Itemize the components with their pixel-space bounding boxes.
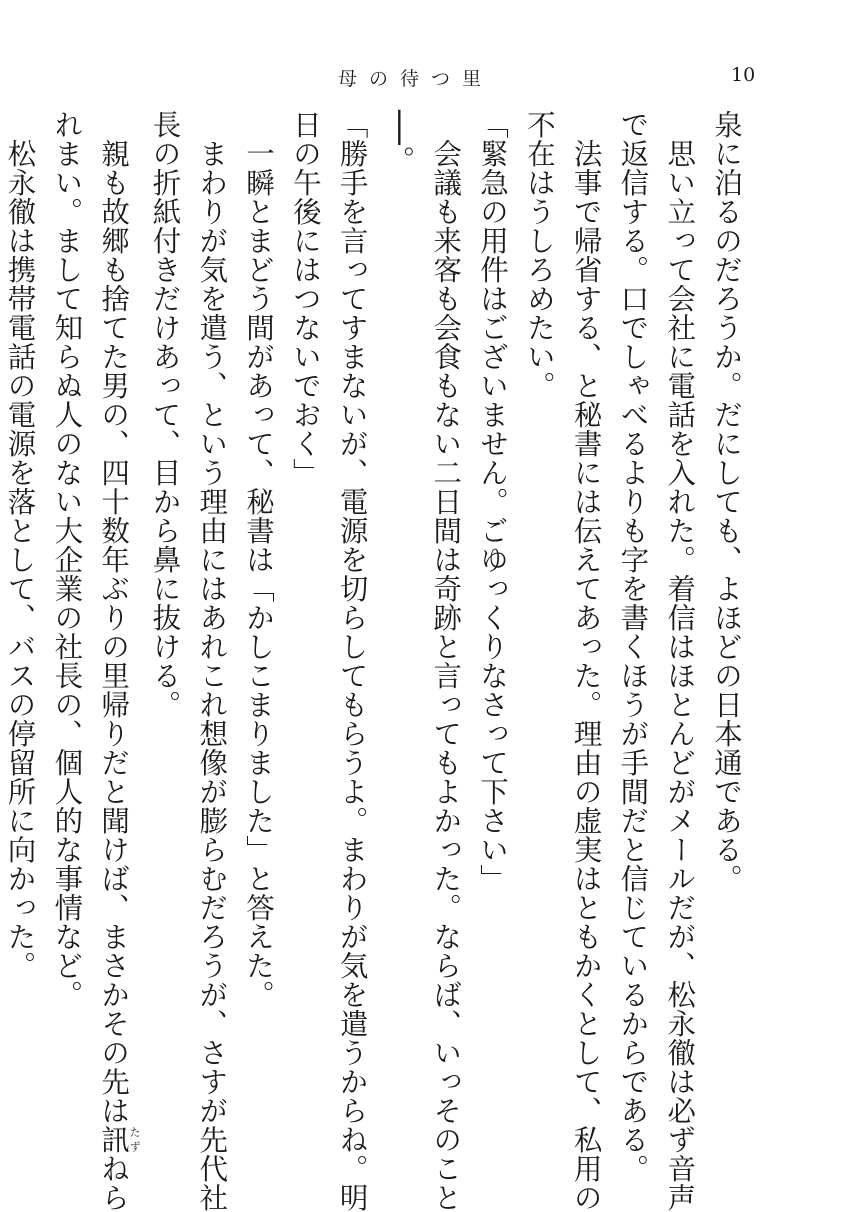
text-line: 「緊急の用件はございません。ごゆっくりなさって下さい」 (476, 110, 510, 893)
text-line: 泉に泊るのだろうか。だにしても、よほどの日本通である。 (710, 110, 743, 893)
text-line: 「勝手を言ってすまないが、電源を切らしてもらうよ。まわりが気を遣うからね。明 (335, 110, 369, 1212)
text-line: ──。 (382, 110, 416, 175)
text-segment: 親も故郷も捨てた男の、四十数年ぶりの里帰りだと聞けば、まさかその先は (97, 139, 131, 1125)
text-line: 一瞬とまどう間があって、秘書は「かしこまりました」と答えた。 (242, 139, 276, 1009)
text-line: で返信する。口でしゃべるよりも字を書くほうが手間だと信じているからである。 (616, 110, 650, 1183)
running-title: 母の待つ里 (338, 68, 494, 90)
text-line: れまい。まして知らぬ人のない大企業の社長の、個人的な事情など。 (50, 110, 84, 1009)
text-segment: ねら (97, 1154, 131, 1212)
ruby-base: 訊 (97, 1125, 131, 1154)
text-line: 法事で帰省する、と秘書には伝えてあった。理由の虚実はともかくとして、私用の (569, 139, 603, 1212)
text-line: 松永徹は携帯電話の電源を落として、バスの停留所に向かった。 (3, 139, 37, 980)
ruby-reading: たず (128, 1125, 142, 1154)
text-line: 会議も来客も会食もない二日間は奇跡と言ってもよかった。ならば、いっそのこと (429, 139, 463, 1212)
text-line: まわりが気を遣う、という理由にはあれこれ想像が膨らむだろうが、さすが先代社 (195, 139, 229, 1212)
body-text (0, 110, 749, 1212)
text-line-with-ruby (89, 110, 142, 1212)
text-line: 思い立って会社に電話を入れた。着信はほとんどがメールだが、松永徹は必ず音声 (663, 139, 697, 1212)
page-header (0, 64, 841, 94)
text-line: 長の折紙付きだけあって、目から鼻に抜ける。 (148, 110, 182, 719)
ruby-annotation (97, 1125, 142, 1154)
text-line: 不在はうしろめたい。 (522, 110, 556, 400)
text-line: 日の午後にはつないでおく」 (288, 110, 322, 487)
page-number: 10 (731, 64, 756, 86)
